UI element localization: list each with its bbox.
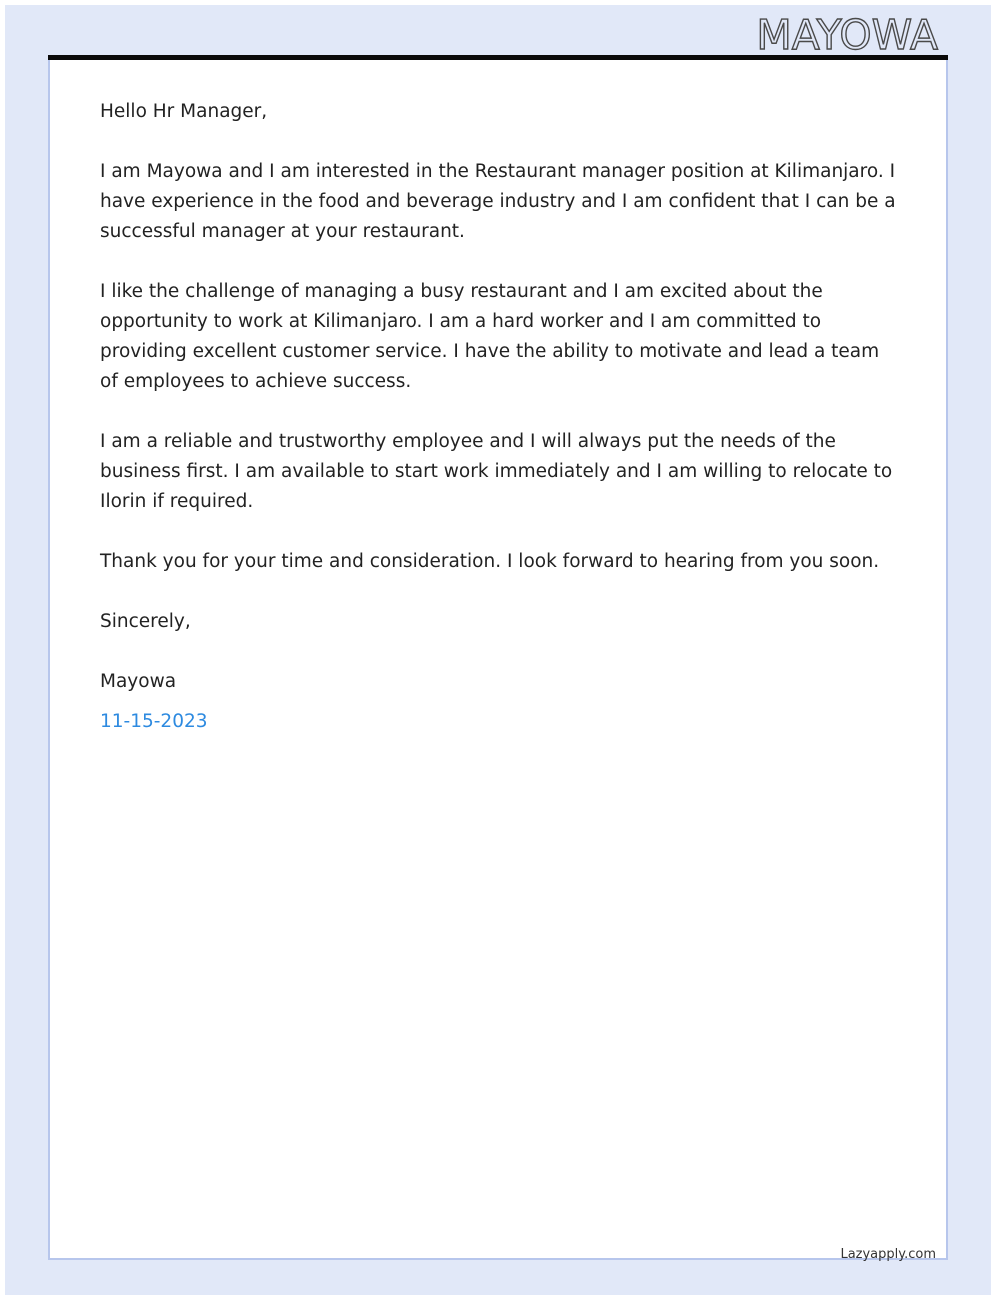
paragraph-4: Thank you for your time and consideration. I look forward to hearing from you soon. <box>100 551 880 572</box>
paragraph-3: I am a reliable and trustworthy employee and I will always put the needs of the business first. I am available to start work immediately and I am willing to relocate to Ilorin if required. <box>100 431 893 512</box>
closing: Sincerely, <box>100 611 191 632</box>
paragraph-2: I like the challenge of managing a busy restaurant and I am excited about the opportunity to work at Kilimanjaro. I am a hard worker and I am committed to providing excellent customer service. I have the ability to motivate and lead a team of employees to achieve success. <box>100 281 880 392</box>
signature-name: Mayowa <box>100 671 177 692</box>
letter-date: 11-15-2023 <box>100 711 208 732</box>
greeting: Hello Hr Manager, <box>100 101 268 122</box>
applicant-name-header: MAYOWA <box>756 11 938 59</box>
cover-letter-body <box>100 97 900 737</box>
paragraph-1: I am Mayowa and I am interested in the Restaurant manager position at Kilimanjaro. I have experience in the food and beverage industry and I am confident that I can be a successful manager at your restaurant. <box>100 161 896 242</box>
footer-watermark-link[interactable]: Lazyapply.com <box>840 1247 936 1262</box>
